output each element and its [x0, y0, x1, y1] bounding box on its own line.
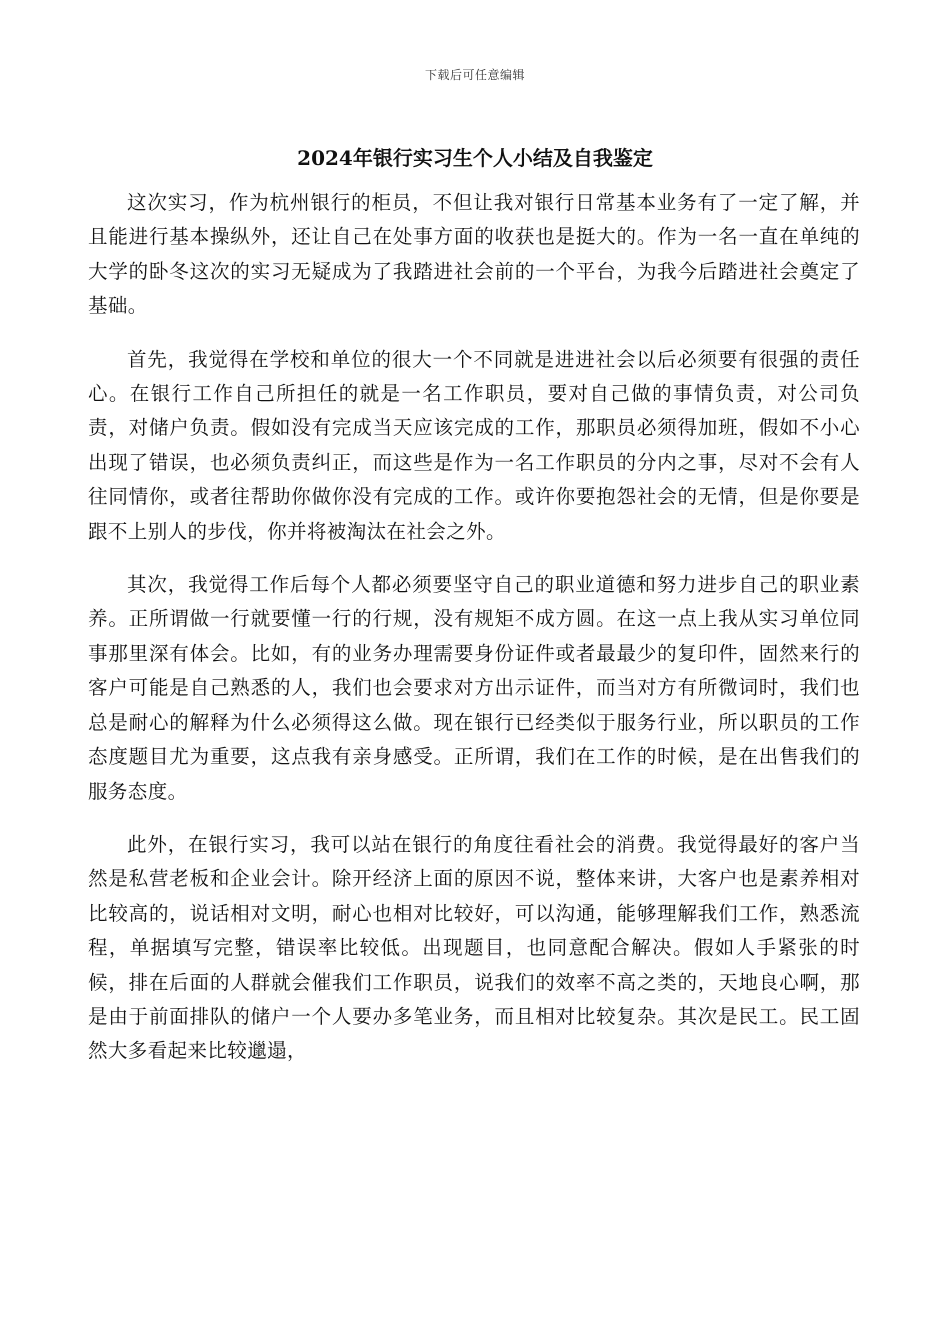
- document-body: [88, 186, 860, 1088]
- document-title: 2024年银行实习生个人小结及自我鉴定: [297, 146, 653, 170]
- paragraph-1: 这次实习，作为杭州银行的柜员，不但让我对银行日常基本业务有了一定了解，并且能进行基本操纵外，还让自己在处事方面的收获也是挺大的。作为一名一直在单纯的大学的卧冬这次的实习无疑成为了我踏进社会前的一个平台，为我今后踏进社会奠定了基础。: [88, 191, 860, 318]
- paragraph-3: 其次，我觉得工作后每个人都必须要坚守自己的职业道德和努力进步自己的职业素养。正所谓做一行就要懂一行的行规，没有规矩不成方圆。在这一点上我从实习单位同事那里深有体会。比如，有的业务办理需要身份证件或者最最少的复印件，固然来行的客户可能是自己熟悉的人，我们也会要求对方出示证件，而当对方有所微词时，我们也总是耐心的解释为什么必须得这么做。现在银行已经类似于服务行业，所以职员的工作态度题目尤为重要，这点我有亲身感受。正所谓，我们在工作的时候，是在出售我们的服务态度。: [88, 573, 860, 803]
- paragraph-4: 此外，在银行实习，我可以站在银行的角度往看社会的消费。我觉得最好的客户当然是私营老板和企业会计。除开经济上面的原因不说，整体来讲，大客户也是素养相对比较高的，说话相对文明，耐心也相对比较好，可以沟通，能够理解我们工作，熟悉流程，单据填写完整，错误率比较低。出现题目，也同意配合解决。假如人手紧张的时候，排在后面的人群就会催我们工作职员，说我们的效率不高之类的，天地良心啊，那是由于前面排队的储户一个人要办多笔业务，而且相对比较复杂。其次是民工。民工固然大多看起来比较邋遢，: [88, 832, 860, 1063]
- header-note: 下载后可任意编辑: [424, 68, 525, 82]
- paragraph-2: 首先，我觉得在学校和单位的很大一个不同就是进进社会以后必须要有很强的责任心。在银行工作自己所担任的就是一名工作职员，要对自己做的事情负责，对公司负责，对储户负责。假如没有完成当天应该完成的工作，那职员必须得加班，假如不小心出现了错误，也必须负责纠正，而这些是作为一名工作职员的分内之事，尽对不会有人往同情你，或者往帮助你做你没有完成的工作。或许你要抱怨社会的无情，但是你要是跟不上别人的步伐，你并将被淘汰在社会之外。: [88, 347, 860, 543]
